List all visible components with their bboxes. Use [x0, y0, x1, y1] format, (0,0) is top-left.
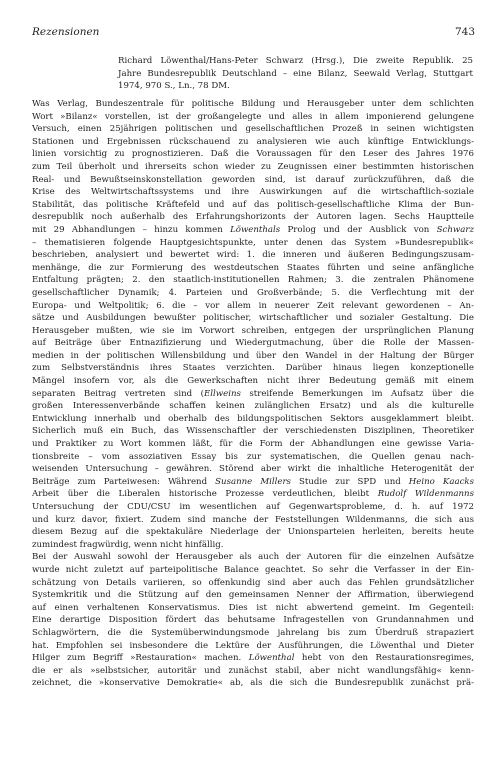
- body-line: desrepublik noch außerhalb des Erfahrungshorizonts der Autoren lagen. Sechs Hauptteile: [32, 212, 474, 223]
- body-line: Hilger zum Begriff »Restauration« machen. Löwenthal hebt von den Restaurationsregimes,: [32, 653, 474, 664]
- page-number: 743: [455, 26, 476, 38]
- body-line: medien in der politischen Willensbildung und über den Wandel in der Haltung der Bürger: [32, 350, 474, 361]
- body-line: Stationen und Ergebnissen rückschauend zu analysieren wie auch künftige Entwicklungs-: [32, 136, 474, 147]
- body-line: Bei der Auswahl sowohl der Herausgeber als auch der Autoren für die einzelnen Aufsätze: [32, 552, 474, 563]
- body-line: Europa- und Weltpolitik; 6. die – vor allem in neuerer Zeit relevant gewordenen – An-: [32, 300, 474, 311]
- body-line: Stabilität, das politische Kräftefeld und auf das politisch-gesellschaftliche Klima der Bun-: [32, 199, 474, 210]
- body-line: großen Interessenverbände schaffen keinen zulänglichen Ersatz) und als die kulturelle: [32, 401, 474, 412]
- review-body: [32, 98, 474, 690]
- body-line: Untersuchung der CDU/CSU im wesentlichen auf Gegenwartsprobleme, d. h. auf 1972: [32, 502, 474, 512]
- body-line: Eine derartige Disposition fördert das behutsame Infragestellen von Grundannahmen und: [32, 615, 474, 626]
- body-line: Schlagwörtern, die die Systemüberwindungsmode jahrelang bis zum Überdruß strapaziert: [32, 627, 474, 638]
- body-line: Systemkritik und die Stützung auf den gemeinsamen Nenner der Affirmation, überwiegend: [32, 590, 474, 601]
- body-line: auf Beiträge über Entnazifizierung und Wiedergutmachung, über die Rolle der Massen-: [32, 338, 474, 349]
- body-line: die er als »selbstsicher, autoritär und zunächst stabil, aber nicht wandlungsfähig« kenn-: [32, 665, 474, 676]
- body-line: Wort »Bilanz« vorstellen, ist der großangelegte und alles in allem imponierend gelungene: [32, 111, 474, 122]
- body-line: zum Teil überholt und ihrerseits schon wieder zu Zeugnissen einer bestimmten historischen: [32, 161, 474, 172]
- body-line: weisenden Untersuchung – gewähren. Störend aber wirkt die inhaltliche Heterogenität der: [32, 464, 474, 475]
- body-line: tionsbreite – vom assoziativen Essay bis zur systematischen, die Quellen genau nach-: [32, 451, 474, 462]
- body-line: hat. Empfohlen sei insbesondere die Lektüre der Ausführungen, die Löwenthal und Dieter: [32, 640, 474, 651]
- body-line: zeichnet, die »konservative Demokratie« ab, als die sich die Bundesrepublik zunächst prä-: [32, 678, 474, 689]
- body-line: Entwicklung innerhalb und oberhalb des bildungspolitischen Sektors ausgeklammert bleibt.: [32, 413, 474, 424]
- body-line: beschrieben, analysiert und bewertet wird: 1. die inneren und äußeren Bedingungszusam-: [32, 250, 474, 261]
- body-line: zum Selbstverständnis ihres Staates verzichten. Darüber hinaus liegen konzeptionelle: [32, 363, 474, 374]
- body-line: Arbeit über die Liberalen historische Prozesse verdeutlichen, bleibt Rudolf Wildenmanns: [32, 489, 474, 500]
- body-line: linien vorsichtig zu prognostizieren. Daß die Voraussagen für den Leser des Jahres 1976: [32, 149, 474, 160]
- body-line: – thematisieren folgende Hauptgesichtspunkte, unter denen das System »Bundesrepublik«: [32, 237, 474, 248]
- citation-line: Richard Löwenthal/Hans-Peter Schwarz (Hrsg.), Die zweite Republik. 25: [118, 56, 473, 66]
- running-head: Rezensionen: [32, 26, 100, 38]
- book-citation: [118, 55, 473, 93]
- body-line: und kurz davor, fixiert. Zudem sind manche der Feststellungen Wildenmanns, die sich aus: [32, 514, 474, 525]
- body-line: Krise des Weltwirtschaftssystems und ihre Auswirkungen auf die wirtschaftlich-soziale: [32, 187, 474, 198]
- body-line: zumindest fragwürdig, wenn nicht hinfällig.: [32, 539, 224, 550]
- body-line: Mängel insofern vor, als die Gewerkschaften nicht ihrer Bedeutung gemäß mit einem: [32, 376, 474, 387]
- body-line: mit 29 Abhandlungen – hinzu kommen Löwenthals Prolog und der Ausblick von Schwarz: [32, 224, 474, 235]
- body-line: wurde nicht zuletzt auf parteipolitische Balance geachtet. So sehr die Verfasser in der Ein-: [32, 564, 474, 575]
- body-line: Sicherlich muß ein Buch, das Wissenschaftler der verschiedensten Disziplinen, Theoretiker: [32, 426, 474, 437]
- citation-line: Jahre Bundesrepublik Deutschland – eine Bilanz, Seewald Verlag, Stuttgart: [118, 68, 473, 79]
- body-line: Entfaltung prägten; 2. den staatlich-institutionellen Rahmen; 3. die zentralen Phänomene: [32, 275, 474, 286]
- body-line: separaten Beitrag vertreten sind (Ellweins streifende Bemerkungen im Aufsatz über die: [32, 388, 474, 399]
- body-line: Beiträge zum Parteiwesen: Während Susanne Millers Studie zur SPD und Heino Kaacks: [32, 476, 474, 487]
- body-line: menhänge, die zur Formierung des westdeutschen Staates führten und seine anfängliche: [32, 262, 474, 273]
- body-line: auf einen verhaltenen Konservatismus. Dies ist nicht abwertend gemeint. Im Gegenteil:: [32, 602, 474, 613]
- body-line: Versuch, einen 25jährigen politischen und gesellschaftlichen Prozeß in seinen wichtigsten: [32, 124, 474, 135]
- body-line: Was Verlag, Bundeszentrale für politische Bildung und Herausgeber unter dem schlichten: [32, 99, 474, 109]
- body-line: sätze und Ausbildungen bewußter politischer, wirtschaftlicher und sozialer Gestaltung. Die: [32, 313, 474, 324]
- body-line: Herausgeber mußten, wie sie im Vorwort schreiben, entgegen der ursprünglichen Planung: [32, 325, 474, 336]
- body-line: und Praktiker zu Wort kommen läßt, für die Form der Abhandlungen eine gewisse Varia-: [32, 439, 474, 450]
- citation-line: 1974, 970 S., Ln., 78 DM.: [118, 81, 230, 92]
- body-line: Real- und Bewußtseinskonstellation geworden sind, ist darauf zurückzuführen, daß die: [32, 174, 474, 185]
- body-line: gesellschaftlicher Dynamik; 4. Parteien und Großverbände; 5. die Verflechtung mit der: [32, 287, 474, 298]
- body-line: diesem Bezug auf die spektakuläre Niederlage der Unionsparteien herleiten, bereits heute: [32, 527, 474, 538]
- body-line: schätzung von Details variieren, so offenkundig sind aber auch das Fehlen grundsätzlicher: [32, 577, 474, 588]
